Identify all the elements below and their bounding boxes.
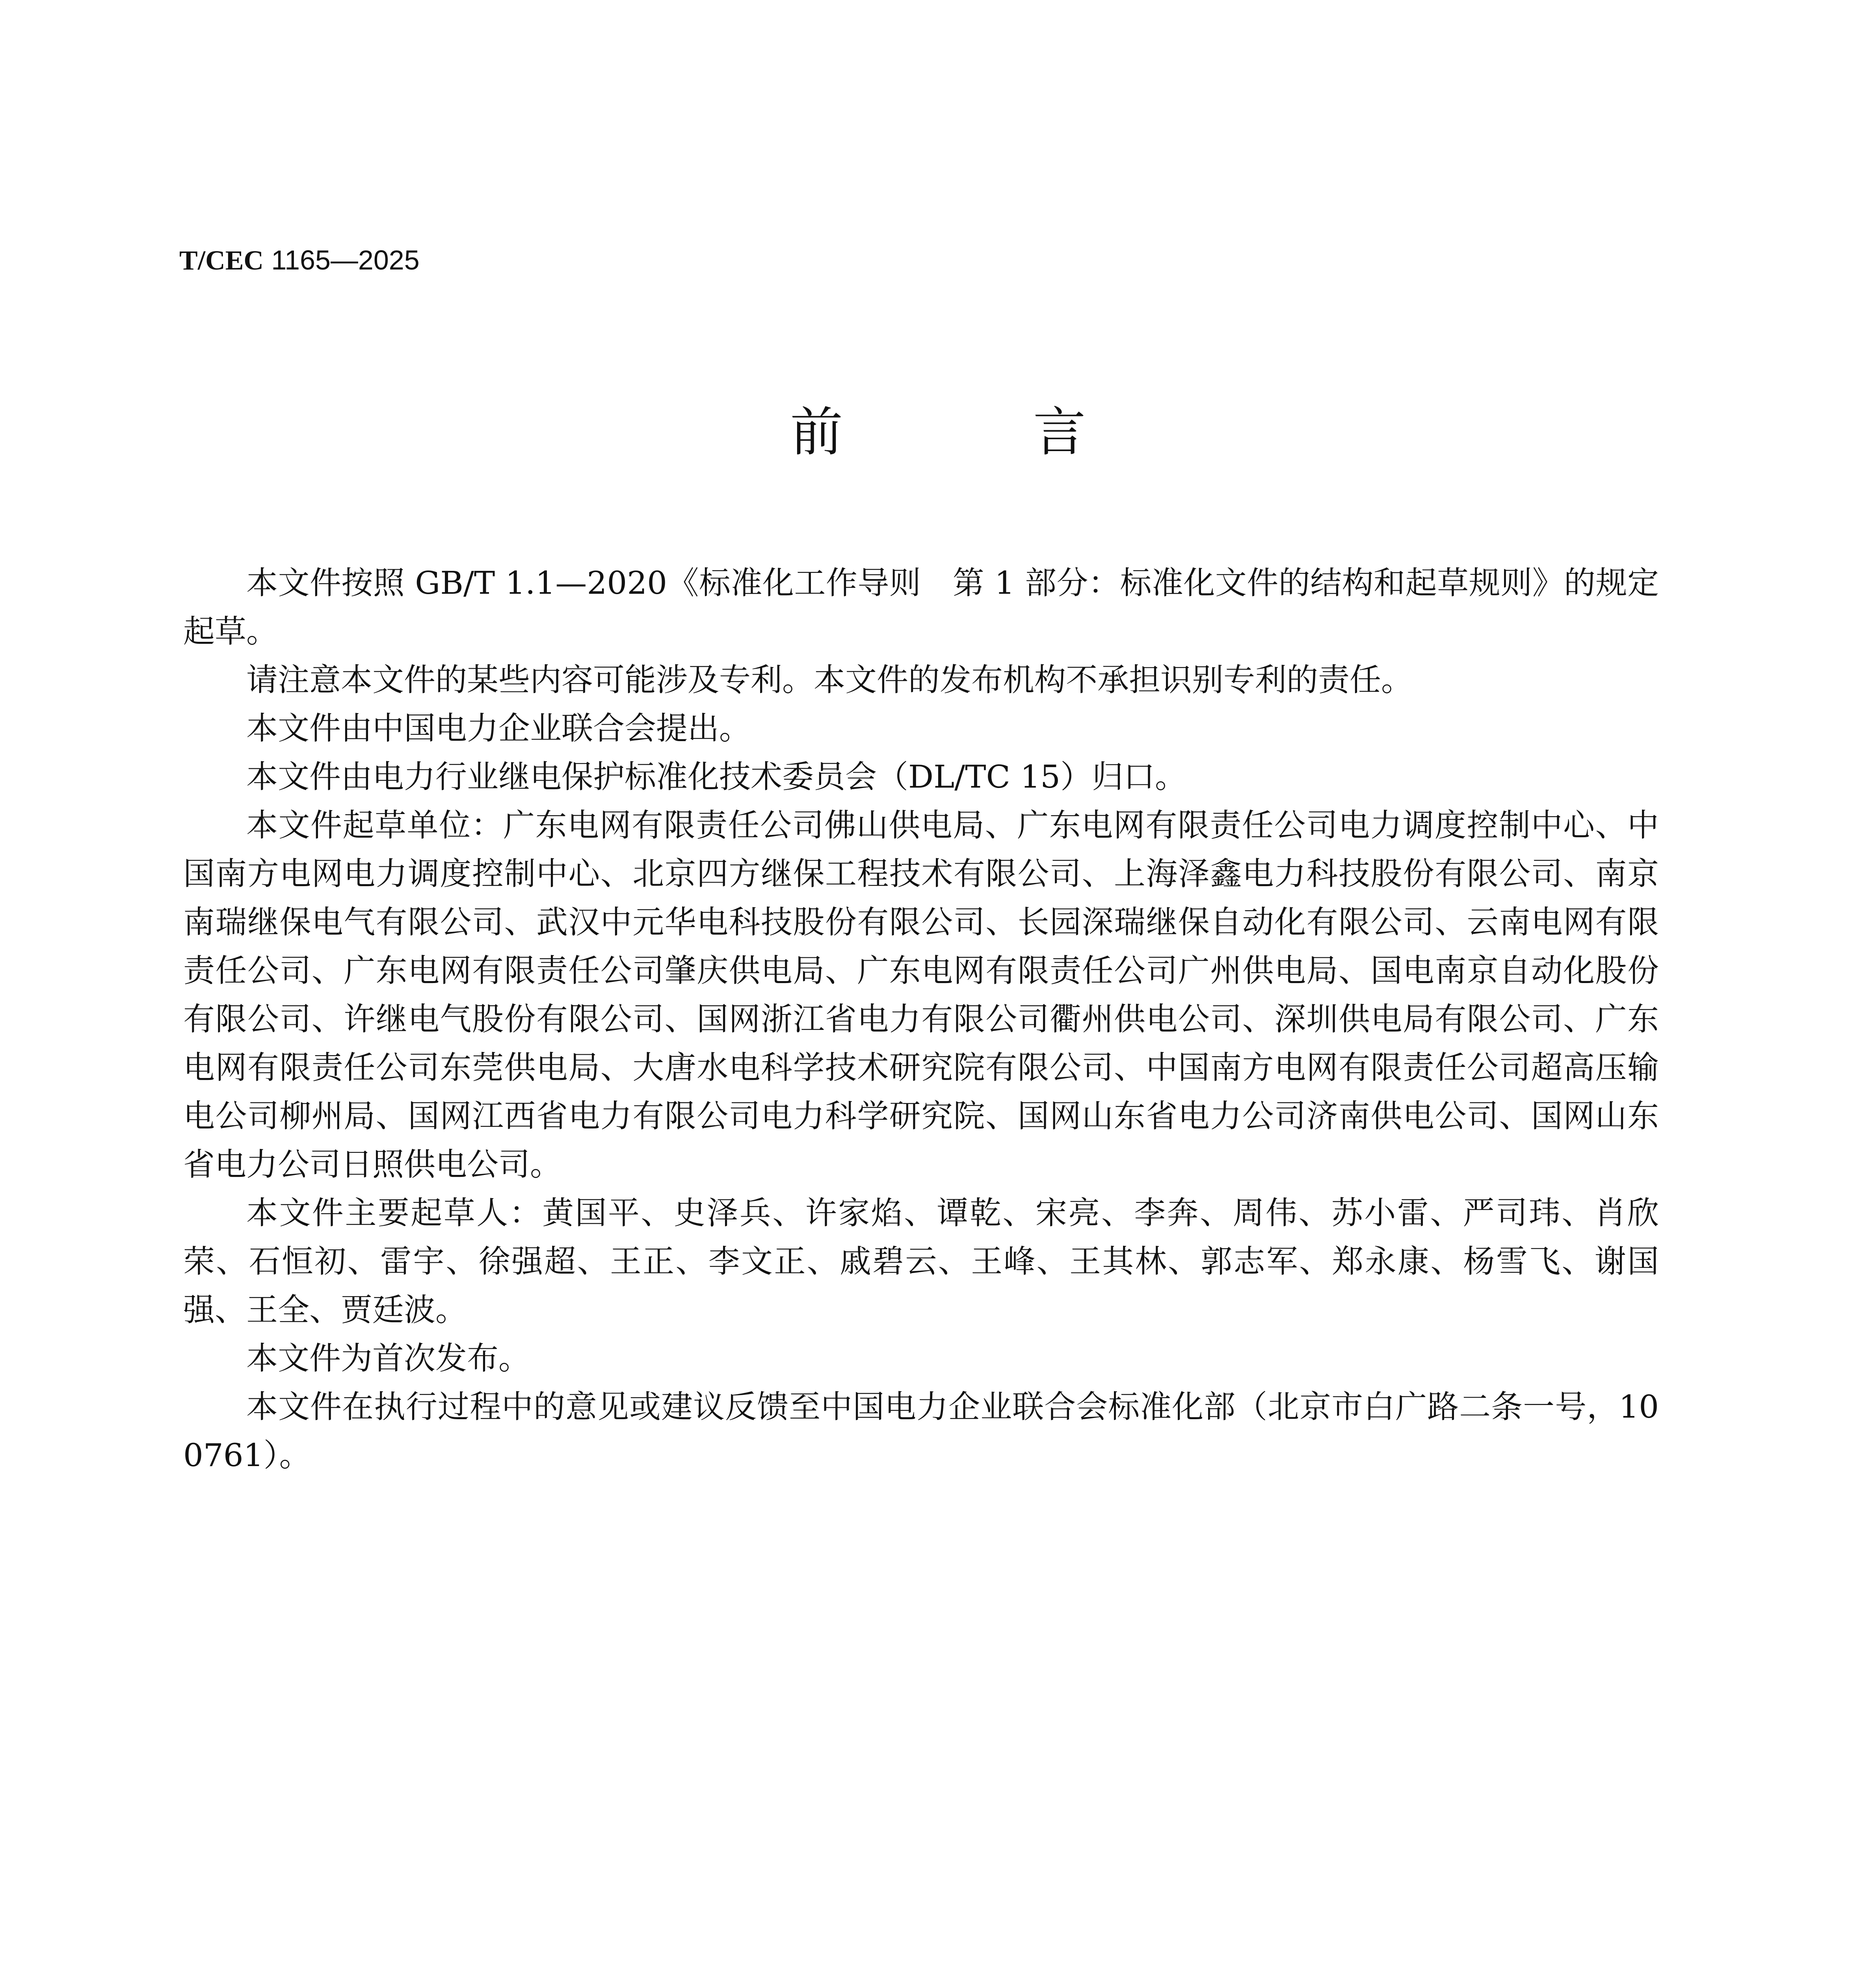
paragraph-proposer: 本文件由中国电力企业联合会提出。 [246, 710, 751, 747]
document-code-number: 1165—2025 [271, 245, 420, 275]
paragraph-drafters: 本文件主要起草人：黄国平、史泽兵、许家焰、谭乾、宋亮、李奔、周伟、苏小雷、严司玮、肖欣荣、石恒初、雷宇、徐强超、王正、李文正、戚碧云、王峰、王其林、郭志军、郑永康、杨雪飞、谢国强、王全、贾廷波。 [183, 1195, 1659, 1328]
paragraph-drafting-units: 本文件起草单位：广东电网有限责任公司佛山供电局、广东电网有限责任公司电力调度控制中心、中国南方电网电力调度控制中心、北京四方继保工程技术有限公司、上海泽鑫电力科技股份有限公司、南京南瑞继保电气有限公司、武汉中元华电科技股份有限公司、长园深瑞继保自动化有限公司、云南电网有限责任公司、广东电网有限责任公司肇庆供电局、广东电网有限责任公司广州供电局、国电南京自动化股份有限公司、许继电气股份有限公司、国网浙江省电力有限公司衢州供电公司、深圳供电局有限公司、广东电网有限责任公司东莞供电局、大唐水电科学技术研究院有限公司、中国南方电网有限责任公司超高压输电公司柳州局、国网江西省电力有限公司电力科学研究院、国网山东省电力公司济南供电公司、国网山东省电力公司日照供电公司。 [183, 807, 1659, 1183]
paragraph-drafting-rule: 本文件按照 GB/T 1.1—2020《标准化工作导则 第 1 部分：标准化文件的结构和起草规则》的规定起草。 [183, 565, 1659, 650]
paragraph-committee: 本文件由电力行业继电保护标准化技术委员会（DL/TC 15）归口。 [246, 758, 1187, 795]
paragraph-patent-notice: 请注意本文件的某些内容可能涉及专利。本文件的发布机构不承担识别专利的责任。 [246, 662, 1413, 698]
document-code [179, 246, 420, 275]
paragraph-feedback: 本文件在执行过程中的意见或建议反馈至中国电力企业联合会标准化部（北京市白广路二条一号，100761）。 [183, 1388, 1659, 1474]
document-code-prefix: T/CEC [179, 245, 264, 276]
foreword-content [183, 559, 1659, 1479]
paragraph-first-release: 本文件为首次发布。 [246, 1340, 530, 1377]
foreword-title: 前 言 [790, 401, 1173, 463]
